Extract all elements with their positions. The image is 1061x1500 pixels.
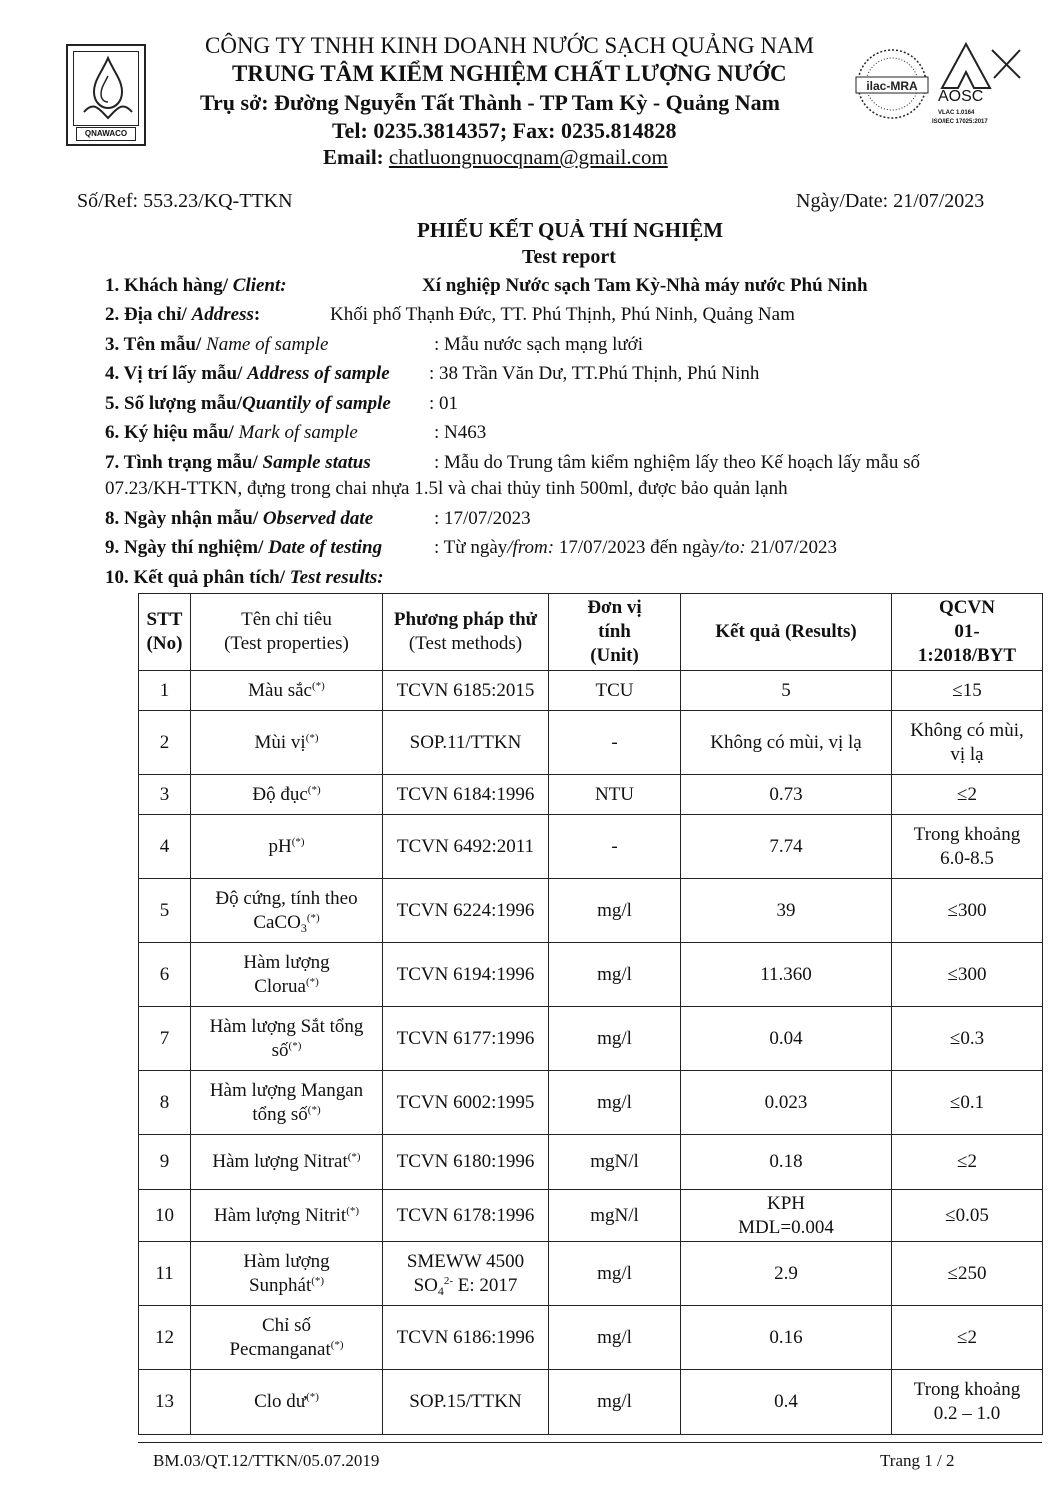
aosc-iso-code: ISO/IEC 17025:2017 [932, 119, 988, 125]
test-results-label-vi: 10. Kết quả phân tích/ [105, 567, 290, 588]
row-property: Độ đục(*) [191, 775, 383, 815]
table-row [139, 1306, 1043, 1370]
row-method: TCVN 6177:1996 [383, 1007, 549, 1071]
testing-to-label: /to: [719, 537, 746, 558]
row-method: SMEWW 4500 $SO_4^{2-}$ E: 2017 [383, 1242, 549, 1306]
row-no: 6 [139, 943, 191, 1007]
row-no: 3 [139, 775, 191, 815]
testing-date-label-en: Date of testing [268, 537, 383, 558]
row-property: Độ cứng, tính theo CaCO$_3$(*) [191, 879, 383, 943]
testing-from-date: 17/07/2023 đến ngày [554, 537, 720, 558]
row-result: 39 [681, 879, 892, 943]
received-date-label-vi: 8. Ngày nhận mẫu/ [105, 508, 263, 529]
table-row [139, 1135, 1043, 1190]
row-method: TCVN 6194:1996 [383, 943, 549, 1007]
sample-mark-label-en: Mark of sample [238, 422, 358, 443]
table-row [139, 1071, 1043, 1135]
header-test-methods: Phương pháp thử (Test methods) [383, 594, 549, 671]
sample-mark-label-vi: 6. Ký hiệu mẫu/ [105, 422, 239, 443]
row-limit: ≤0.1 [892, 1071, 1043, 1135]
row-limit: ≤0.05 [892, 1190, 1043, 1242]
sample-status-label-vi: 7. Tình trạng mẫu/ [105, 452, 263, 473]
header-test-properties: Tên chỉ tiêu (Test properties) [191, 594, 383, 671]
company-logo [66, 44, 146, 146]
ilac-text: ilac-MRA [866, 79, 918, 93]
test-results-label-en: Test results: [289, 567, 384, 588]
row-property: Hàm lượng Nitrat(*) [191, 1135, 383, 1190]
testing-date-label-vi: 9. Ngày thí nghiệm/ [105, 537, 269, 558]
row-unit: TCU [549, 671, 681, 711]
row-no: 7 [139, 1007, 191, 1071]
table-row [139, 815, 1043, 879]
row-unit: mg/l [549, 1242, 681, 1306]
table-row [139, 1007, 1043, 1071]
table-row [139, 1242, 1043, 1306]
testing-date-label [105, 537, 382, 559]
client-label [105, 275, 287, 297]
row-property: Hàm lượng Sắt tổng số(*) [191, 1007, 383, 1071]
sample-status-label [105, 452, 371, 474]
sample-mark-value: : N463 [434, 422, 487, 443]
table-row [139, 1190, 1043, 1242]
row-unit: mg/l [549, 943, 681, 1007]
row-unit: mg/l [549, 1306, 681, 1370]
row-result: 0.16 [681, 1306, 892, 1370]
footer-divider [138, 1442, 1042, 1443]
sample-quantity-label-vi: 5. Số lượng mẫu/ [105, 393, 243, 414]
company-name: CÔNG TY TNHH KINH DOANH NƯỚC SẠCH QUẢNG NAM [205, 33, 815, 58]
address-label-en: Address [191, 304, 254, 325]
testing-from-label: /from: [507, 537, 555, 558]
row-limit: ≤0.3 [892, 1007, 1043, 1071]
report-title: PHIẾU KẾT QUẢ THÍ NGHIỆM [417, 218, 724, 242]
row-result: 7.74 [681, 815, 892, 879]
row-no: 2 [139, 711, 191, 775]
row-no: 12 [139, 1306, 191, 1370]
row-unit: mg/l [549, 1370, 681, 1435]
testing-date-value [434, 537, 837, 559]
row-limit: Không có mùi, vị lạ [892, 711, 1043, 775]
row-unit: mg/l [549, 1007, 681, 1071]
row-unit: mg/l [549, 1071, 681, 1135]
row-no: 4 [139, 815, 191, 879]
row-method: TCVN 6185:2015 [383, 671, 549, 711]
row-unit: mgN/l [549, 1135, 681, 1190]
email-line [323, 145, 668, 170]
address-value: Khối phố Thạnh Đức, TT. Phú Thịnh, Phú Ninh, Quảng Nam [330, 304, 795, 325]
row-limit: ≤300 [892, 943, 1043, 1007]
reference-number: Số/Ref: 553.23/KQ-TTKN [77, 190, 293, 212]
row-result: 0.04 [681, 1007, 892, 1071]
row-no: 1 [139, 671, 191, 711]
email-link[interactable]: chatluongnuocqnam@gmail.com [388, 145, 668, 169]
header-unit: Đơn vị tính (Unit) [549, 594, 681, 671]
sample-mark-label [105, 422, 358, 444]
report-subtitle: Test report [522, 246, 616, 268]
row-result: KPH MDL=0.004 [681, 1190, 892, 1242]
row-method: SOP.15/TTKN [383, 1370, 549, 1435]
table-row [139, 943, 1043, 1007]
row-method: TCVN 6178:1996 [383, 1190, 549, 1242]
row-property: Mùi vị(*) [191, 711, 383, 775]
row-method: TCVN 6186:1996 [383, 1306, 549, 1370]
testing-to-date: 21/07/2023 [745, 537, 837, 558]
row-method: TCVN 6184:1996 [383, 775, 549, 815]
row-limit: Trong khoảng 0.2 – 1.0 [892, 1370, 1043, 1435]
sample-quantity-value: : 01 [429, 393, 459, 414]
results-table [138, 593, 1043, 1435]
page-number: Trang 1 / 2 [880, 1451, 955, 1470]
header-results: Kết quả (Results) [681, 594, 892, 671]
client-label-vi: 1. Khách hàng/ [105, 275, 233, 296]
row-method: TCVN 6224:1996 [383, 879, 549, 943]
row-property: pH(*) [191, 815, 383, 879]
row-result: 2.9 [681, 1242, 892, 1306]
sample-status-value-cont: 07.23/KH-TTKN, đựng trong chai nhựa 1.5l và chai thủy tinh 500ml, được bảo quản lạnh [105, 478, 788, 499]
test-results-label [105, 567, 384, 589]
row-unit: NTU [549, 775, 681, 815]
row-result: 0.023 [681, 1071, 892, 1135]
sample-name-label [105, 334, 328, 356]
row-property: Clo dư(*) [191, 1370, 383, 1435]
row-result: 0.18 [681, 1135, 892, 1190]
client-label-en: Client: [232, 275, 287, 296]
row-result: 0.73 [681, 775, 892, 815]
address-label [105, 304, 260, 326]
sample-status-label-en: Sample status [262, 452, 371, 473]
testing-from-prefix: : Từ ngày [434, 537, 508, 558]
row-property: Hàm lượng Nitrit(*) [191, 1190, 383, 1242]
row-limit: ≤2 [892, 1135, 1043, 1190]
row-no: 8 [139, 1071, 191, 1135]
row-no: 9 [139, 1135, 191, 1190]
sample-location-label [105, 363, 390, 385]
row-unit: - [549, 711, 681, 775]
aosc-vilac-code: VLAC 1.0164 [938, 110, 975, 116]
row-result: 5 [681, 671, 892, 711]
report-date: Ngày/Date: 21/07/2023 [796, 190, 985, 212]
row-limit: ≤2 [892, 775, 1043, 815]
row-no: 13 [139, 1370, 191, 1435]
sample-quantity-label [105, 393, 391, 415]
sample-name-label-vi: 3. Tên mẫu/ [105, 334, 207, 355]
row-no: 10 [139, 1190, 191, 1242]
form-code: BM.03/QT.12/TTKN/05.07.2019 [153, 1451, 380, 1470]
sample-name-label-en: Name of sample [206, 334, 329, 355]
aosc-mark-icon [932, 40, 1024, 90]
received-date-label-en: Observed date [262, 508, 374, 529]
sample-location-value: : 38 Trần Văn Dư, TT.Phú Thịnh, Phú Ninh [429, 363, 760, 384]
row-property: Màu sắc(*) [191, 671, 383, 711]
row-unit: - [549, 815, 681, 879]
row-limit: Trong khoảng 6.0-8.5 [892, 815, 1043, 879]
table-header-row [139, 594, 1043, 671]
center-name: TRUNG TÂM KIỂM NGHIỆM CHẤT LƯỢNG NƯỚC [232, 61, 787, 86]
telephone-fax: Tel: 0235.3814357; Fax: 0235.814828 [332, 118, 677, 143]
row-method: TCVN 6180:1996 [383, 1135, 549, 1190]
row-property: Hàm lượng Mangan tổng số(*) [191, 1071, 383, 1135]
email-label: Email: [323, 145, 389, 169]
aosc-logo [932, 40, 1024, 134]
received-date-label [105, 508, 373, 530]
row-method: TCVN 6002:1995 [383, 1071, 549, 1135]
row-result: 0.4 [681, 1370, 892, 1435]
head-office-address: Trụ sở: Đường Nguyễn Tất Thành - TP Tam Kỳ - Quảng Nam [200, 90, 780, 115]
client-value: Xí nghiệp Nước sạch Tam Kỳ-Nhà máy nước Phú Ninh [422, 275, 868, 296]
received-date-value: : 17/07/2023 [434, 508, 531, 529]
table-row [139, 671, 1043, 711]
row-limit: ≤250 [892, 1242, 1043, 1306]
row-method: SOP.11/TTKN [383, 711, 549, 775]
logo-frame [73, 51, 139, 126]
row-result: Không có mùi, vị lạ [681, 711, 892, 775]
sample-name-value: : Mẫu nước sạch mạng lưới [434, 334, 644, 355]
row-property: Chỉ số Pecmanganat(*) [191, 1306, 383, 1370]
table-row [139, 879, 1043, 943]
row-property: Hàm lượng Sunphát(*) [191, 1242, 383, 1306]
water-drop-icon [74, 52, 142, 126]
row-limit: ≤2 [892, 1306, 1043, 1370]
table-row [139, 711, 1043, 775]
row-method: TCVN 6492:2011 [383, 815, 549, 879]
logo-caption: QNAWACO [76, 127, 136, 141]
address-label-vi: 2. Địa chỉ/ [105, 304, 192, 325]
row-limit: ≤15 [892, 671, 1043, 711]
row-unit: mgN/l [549, 1190, 681, 1242]
header-qcvn: QCVN 01- 1:2018/BYT [892, 594, 1043, 671]
row-property: Hàm lượng Clorua(*) [191, 943, 383, 1007]
table-row [139, 775, 1043, 815]
table-row [139, 1370, 1043, 1435]
row-limit: ≤300 [892, 879, 1043, 943]
sample-quantity-label-en: Quantily of sample [242, 393, 391, 414]
row-result: 11.360 [681, 943, 892, 1007]
row-no: 5 [139, 879, 191, 943]
sample-status-value: : Mẫu do Trung tâm kiểm nghiệm lấy theo Kế hoạch lấy mẫu số [434, 452, 921, 473]
ilac-seal-icon [852, 46, 932, 124]
row-no: 11 [139, 1242, 191, 1306]
sample-location-label-en: Address of sample [247, 363, 390, 384]
header-stt: STT (No) [139, 594, 191, 671]
sample-location-label-vi: 4. Vị trí lấy mẫu/ [105, 363, 248, 384]
aosc-text: AOSC [938, 88, 984, 105]
ilac-mra-logo [852, 46, 932, 124]
address-colon: : [253, 304, 261, 325]
row-unit: mg/l [549, 879, 681, 943]
